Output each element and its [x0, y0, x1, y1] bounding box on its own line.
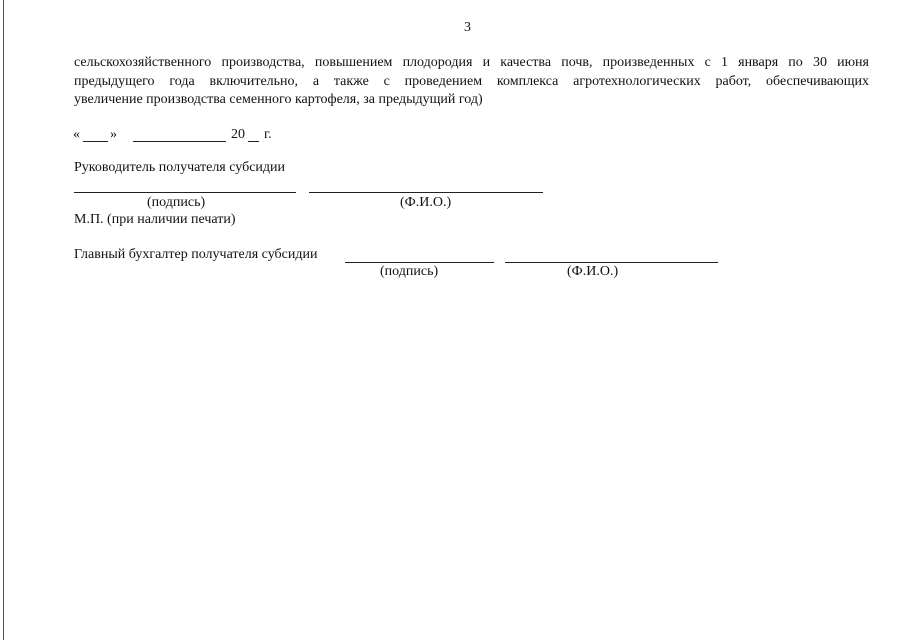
paragraph-line-2: предыдущего года включительно, а также с проведением комплекса агротехнологических работ, обеспечивающих: [74, 73, 869, 89]
body-paragraph: [74, 54, 869, 110]
date-open-quote: «: [73, 127, 80, 142]
stamp-note: М.П. (при наличии печати): [74, 212, 236, 227]
month-blank-line: [133, 141, 226, 142]
year-blank-line: [248, 141, 259, 142]
head-name-line: [309, 192, 543, 193]
head-name-caption: (Ф.И.О.): [400, 195, 452, 210]
paragraph-line-3: увеличение производства семенного картофеля, за предыдущий год): [74, 92, 483, 107]
head-signature-caption: (подпись): [147, 195, 206, 210]
accountant-name-caption: (Ф.И.О.): [567, 264, 619, 279]
head-label: Руководитель получателя субсидии: [74, 160, 286, 175]
page-edge-line: [3, 0, 4, 640]
year-prefix: 20: [231, 127, 245, 142]
date-close-quote: »: [110, 127, 117, 142]
page-number: 3: [464, 20, 471, 35]
head-signature-line: [74, 192, 296, 193]
accountant-name-line: [505, 262, 718, 263]
accountant-signature-caption: (подпись): [380, 264, 439, 279]
day-blank-line: [83, 141, 108, 142]
year-suffix: г.: [264, 127, 272, 142]
paragraph-line-1: сельскохозяйственного производства, повышением плодородия и качества почв, произведенных с 1 января по 30 июня: [74, 55, 869, 70]
accountant-signature-line: [345, 262, 494, 263]
accountant-label: Главный бухгалтер получателя субсидии: [74, 247, 318, 262]
